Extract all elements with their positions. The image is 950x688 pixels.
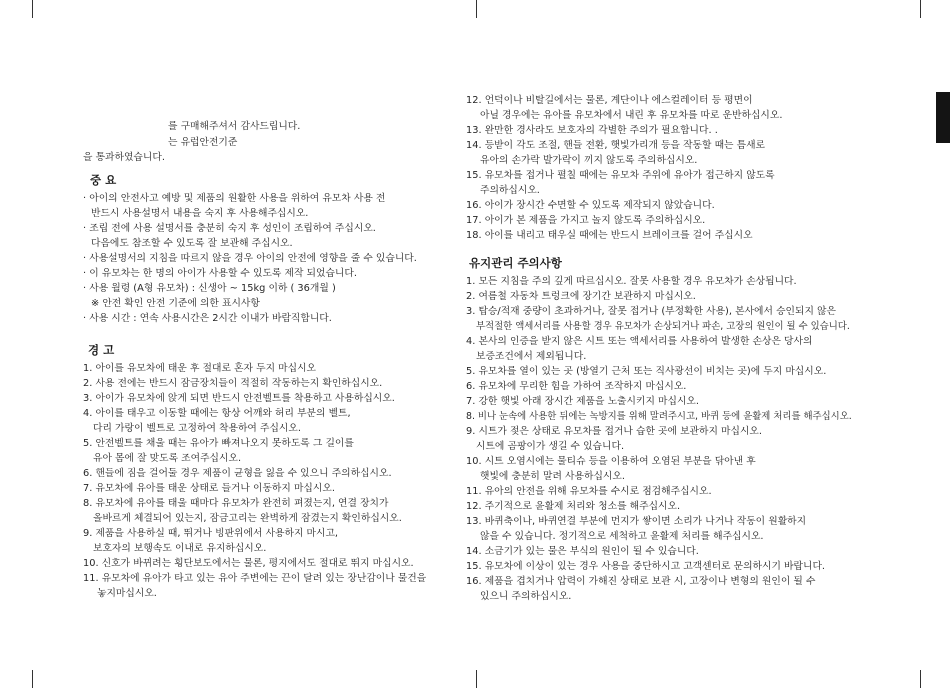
maintenance-item: 13. 바퀴축이나, 바퀴연결 부분에 먼지가 쌓이면 소리가 나거나 작동이 원활하지: [466, 516, 807, 527]
warning-item: 주의하십시오.: [480, 185, 540, 196]
important-heading: 중 요: [90, 173, 117, 187]
maintenance-item: 3. 탑승/적재 중량이 초과하거나, 잘못 접거나 (부정확한 사용), 본사에서 승인되지 않은: [466, 306, 836, 317]
section-tab-marker: [936, 92, 950, 143]
intro-line-1: 를 구매해주셔서 감사드립니다.: [168, 121, 301, 132]
crop-mark-top-center: [476, 0, 477, 18]
maintenance-item: 7. 강한 햇빛 아래 장시간 제품을 노출시키지 마십시오.: [466, 396, 699, 407]
warning-item: 6. 핸들에 짐을 걸어둘 경우 제품이 균형을 잃을 수 있으니 주의하십시오.: [83, 468, 392, 479]
warning-item: 놓지마십시오.: [97, 588, 157, 599]
maintenance-item: 5. 유모차를 열이 있는 곳 (방열기 근처 또는 직사광선이 비치는 곳)에 두지 마십시오.: [466, 366, 827, 377]
warning-item: 아닐 경우에는 유아를 유모차에서 내린 후 유모차를 따로 운반하십시오.: [480, 110, 783, 121]
warning-item: 15. 유모차를 접거나 펼칠 때에는 유모차 주위에 유아가 접근하지 않도록: [466, 170, 775, 181]
warning-item: 다리 가랑이 벨트로 고정하여 착용하여 주십시오.: [93, 423, 301, 434]
intro-line-3: 을 통과하였습니다.: [83, 152, 165, 163]
maintenance-item: 9. 시트가 젖은 상태로 유모차를 접거나 습한 곳에 보관하지 마십시오.: [466, 426, 763, 437]
important-list: [83, 191, 473, 326]
maintenance-item: 6. 유모차에 무리한 힘을 가하여 조작하지 마십시오.: [466, 381, 687, 392]
maintenance-item: 10. 시트 오염시에는 물티슈 등을 이용하여 오염된 부분을 닦아낸 후: [466, 456, 756, 467]
maintenance-item: 11. 유아의 안전을 위해 유모차를 수시로 점검해주십시오.: [466, 486, 712, 497]
crop-mark-top-right: [920, 0, 921, 18]
warning-item: 유아의 손가락 발가락이 끼지 않도록 주의하십시오.: [480, 155, 698, 166]
warning-item: 16. 아이가 장시간 수면할 수 있도록 제작되지 않았습니다.: [466, 200, 715, 211]
important-item: · 사용설명서의 지침을 따르지 않을 경우 아이의 안전에 영향을 줄 수 있습니다.: [83, 253, 417, 264]
maintenance-item: 16. 제품을 겹치거나 압력이 가해진 상태로 보관 시, 고장이나 변형의 원인이 될 수: [466, 576, 816, 587]
warning-item: 13. 완만한 경사라도 보호자의 각별한 주의가 필요합니다. .: [466, 125, 718, 136]
maintenance-item: 않을 수 있습니다. 정기적으로 세척하고 윤활제 처리를 해주십시오.: [480, 531, 764, 542]
important-item: · 아이의 안전사고 예방 및 제품의 원활한 사용을 위하여 유모차 사용 전: [83, 193, 386, 204]
maintenance-item: 12. 주기적으로 윤활제 처리와 청소를 해주십시오.: [466, 501, 681, 512]
maintenance-item: 2. 여름철 자동차 트렁크에 장기간 보관하지 마십시오.: [466, 291, 696, 302]
warning-item: 9. 제품을 사용하실 때, 뛰거나 빙판위에서 사용하지 마시고,: [83, 528, 339, 539]
crop-mark-top-left: [32, 0, 33, 18]
maintenance-item: 4. 본사의 인증을 받지 않은 시트 또는 액세서리를 사용하여 발생한 손상은 당사의: [466, 336, 813, 347]
crop-mark-bottom-center: [476, 670, 477, 688]
warning-item: 3. 아이가 유모차에 앉게 되면 반드시 안전벨트를 착용하고 사용하십시오.: [83, 393, 395, 404]
warning-item: 10. 신호가 바뀌려는 횡단보도에서는 물론, 평지에서도 절대로 뛰지 마십시오.: [83, 558, 414, 569]
important-item: 다음에도 참조할 수 있도록 잘 보관해 주십시오.: [91, 238, 293, 249]
warning-item: 8. 유모차에 유아를 태울 때마다 유모차가 완전히 펴졌는지, 연결 장치가: [83, 498, 389, 509]
maintenance-item: 있으니 주의하십시오.: [480, 591, 572, 602]
maintenance-heading: 유지관리 주의사항: [469, 256, 562, 270]
maintenance-list: [466, 274, 916, 604]
warning-item: 1. 아이를 유모차에 태운 후 절대로 혼자 두지 마십시오: [83, 363, 316, 374]
warning-item: 7. 유모차에 유아를 태운 상태로 들거나 이동하지 마십시오.: [83, 483, 335, 494]
left-column: [83, 169, 473, 601]
warning-heading: 경 고: [88, 343, 115, 357]
maintenance-item: 부적절한 액세서리를 사용할 경우 유모차가 손상되거나 파손, 고장의 원인이 될 수 있습니다.: [476, 321, 850, 332]
maintenance-item: 15. 유모차에 이상이 있는 경우 사용을 중단하시고 고객센터로 문의하시기 바랍니다.: [466, 561, 826, 572]
maintenance-item: 1. 모든 지침을 주의 깊게 따르십시오. 잘못 사용할 경우 유모차가 손상됩니다.: [466, 276, 797, 287]
crop-mark-bottom-right: [920, 670, 921, 688]
maintenance-item: 햇빛에 충분히 말려 사용하십시오.: [480, 471, 625, 482]
warning-item: 12. 언덕이나 비탈길에서는 물론, 계단이나 에스컬레이터 등 평면이: [466, 95, 753, 106]
warning-item: 2. 사용 전에는 반드시 잠금장치들이 적절히 작동하는지 확인하십시오.: [83, 378, 383, 389]
maintenance-item: 8. 비나 눈속에 사용한 뒤에는 녹방지를 위해 말려주시고, 바퀴 등에 윤활제 처리를 해주십시오.: [466, 411, 852, 422]
warning-item: 17. 아이가 본 제품을 가지고 놀지 않도록 주의하십시오.: [466, 215, 706, 226]
important-item: · 사용 월령 (A형 유모차) : 신생아 ~ 15kg 이하 ( 36개월 ): [83, 283, 336, 294]
warning-item: 14. 등받이 각도 조절, 핸들 전환, 햇빛가리개 등을 작동할 때는 틈새로: [466, 140, 766, 151]
crop-mark-bottom-left: [32, 670, 33, 688]
warning-item: 11. 유모차에 유아가 타고 있는 유아 주변에는 끈이 달려 있는 장난감이나 물건을: [83, 573, 427, 584]
intro-line-2: 는 유럽안전기준: [168, 137, 238, 148]
important-item: · 이 유모차는 한 명의 아이가 사용할 수 있도록 제작 되었습니다.: [83, 268, 357, 279]
warning-item: 올바르게 체결되어 있는지, 잠금고리는 완벽하게 잠겼는지 확인하십시오.: [93, 513, 402, 524]
important-item: · 사용 시간 : 연속 사용시간은 2시간 이내가 바람직합니다.: [83, 313, 332, 324]
important-item: · 조립 전에 사용 설명서를 충분히 숙지 후 성인이 조립하여 주십시오.: [83, 223, 376, 234]
warning-continued-list: [466, 93, 916, 243]
right-column: [466, 93, 916, 604]
important-item: 반드시 사용설명서 내용을 숙지 후 사용해주십시오.: [91, 208, 309, 219]
maintenance-item: 보증조건에서 제외됩니다.: [476, 351, 587, 362]
warning-list: [83, 361, 473, 601]
important-item: ※ 안전 확인 안전 기준에 의한 표시사항: [91, 298, 260, 309]
warning-item: 18. 아이를 내리고 태우실 때에는 반드시 브레이크를 걸어 주십시오: [466, 230, 753, 241]
warning-item: 4. 아이를 태우고 이동할 때에는 항상 어깨와 허리 부분의 벨트,: [83, 408, 351, 419]
warning-item: 5. 안전벨트를 채울 때는 유아가 빠져나오지 못하도록 그 길이를: [83, 438, 354, 449]
maintenance-item: 14. 소금기가 있는 물은 부식의 원인이 될 수 있습니다.: [466, 546, 699, 557]
warning-item: 유아 몸에 잘 맞도록 조여주십시오.: [93, 453, 242, 464]
maintenance-item: 시트에 곰팡이가 생길 수 있습니다.: [476, 441, 625, 452]
warning-item: 보호자의 보행속도 이내로 유지하십시오.: [93, 543, 267, 554]
